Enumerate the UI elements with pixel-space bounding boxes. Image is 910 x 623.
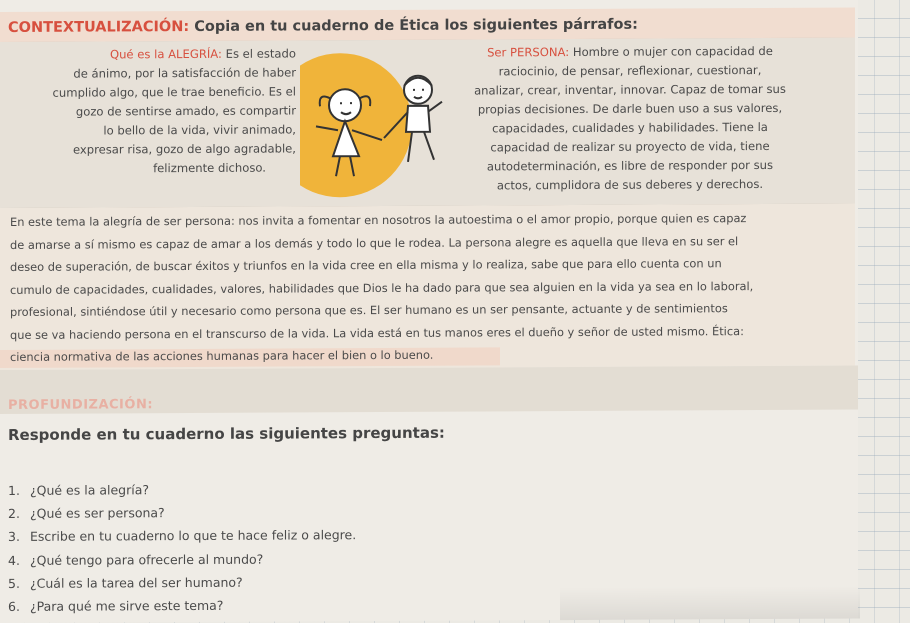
section-instruction: Copia en tu cuaderno de Ética los siguientes párrafos: xyxy=(194,16,638,35)
body-line: de amarse a sí mismo es capaz de amar a los demás y todo lo que le rodea. La persona alegre es aquella que lleva en su ser el xyxy=(10,233,739,252)
question-number: 1. xyxy=(8,482,20,498)
alegria-line: de ánimo, por la satisfacción de haber xyxy=(73,65,296,81)
questions-instruction: Responde en tu cuaderno las siguientes preguntas: xyxy=(8,423,445,444)
persona-line: raciocinio, de pensar, reflexionar, cuestionar, xyxy=(498,63,762,79)
persona-line: analizar, crear, inventar, innovar. Capaz de tomar sus xyxy=(474,81,786,98)
question-text: ¿Qué es la alegría? xyxy=(30,482,150,498)
body-paragraph xyxy=(10,207,850,369)
alegria-definition xyxy=(0,44,296,179)
question-number: 6. xyxy=(8,598,20,614)
question-list xyxy=(8,477,356,618)
alegria-line: felizmente dichoso. xyxy=(153,160,266,176)
persona-term: Ser PERSONA: xyxy=(487,45,570,60)
alegria-line: cumplido algo, que le trae beneficio. Es el xyxy=(52,84,296,100)
question-text: ¿Cuál es la tarea del ser humano? xyxy=(30,574,243,591)
question-number: 4. xyxy=(8,552,20,568)
page-shadow xyxy=(560,585,860,620)
body-line: deseo de superación, de buscar éxitos y triunfos en la vida cree en ella misma y lo realiza, sabe que para ello cuenta con un xyxy=(10,256,722,274)
persona-line: propias decisiones. De darle buen uso a sus valores, xyxy=(477,100,783,117)
question-item xyxy=(8,524,356,549)
section-label: CONTEXTUALIZACIÓN: xyxy=(8,19,190,36)
persona-definition xyxy=(470,42,790,196)
persona-line: capacidades, cualidades y habilidades. Tiene la xyxy=(492,119,768,136)
question-text: ¿Qué tengo para ofrecerle al mundo? xyxy=(30,551,264,568)
question-text: ¿Para qué me sirve este tema? xyxy=(30,597,224,614)
question-item xyxy=(8,570,356,595)
body-line: cumulo de capacidades, cualidades, valores, habilidades que Dios le ha dado para que sea alguien en la vida ya sea en lo laboral, xyxy=(10,278,754,297)
question-item xyxy=(8,593,356,618)
alegria-line: expresar risa, gozo de algo agradable, xyxy=(72,141,296,157)
body-line: que se va haciendo persona en el transcurso de la vida. La vida está en tus manos eres el dueño y señor de usted mismo. Ética: xyxy=(10,323,744,342)
question-number: 5. xyxy=(8,575,20,591)
children-illustration xyxy=(300,50,465,201)
persona-line: capacidad de realizar su proyecto de vida, tiene xyxy=(490,138,770,155)
body-line: En este tema la alegría de ser persona: nos invita a fomentar en nosotros la autoestima o el amor propio, porque quien es capaz xyxy=(10,211,747,229)
body-line: profesional, sintiéndose útil y necesario como persona que es. El ser humano es un ser pensante, actuante y de sentimientos xyxy=(10,301,728,319)
question-item xyxy=(8,547,356,572)
question-text: ¿Qué es ser persona? xyxy=(30,505,165,522)
profundizacion-title: PROFUNDIZACIÓN: xyxy=(8,397,154,413)
alegria-line: gozo de sentirse amado, es compartir xyxy=(75,103,296,119)
question-number: 2. xyxy=(8,506,20,522)
persona-line: Hombre o mujer con capacidad de xyxy=(572,43,773,60)
question-number: 3. xyxy=(8,529,20,545)
alegria-line: lo bello de la vida, vivir animado, xyxy=(103,122,296,138)
body-line: ciencia normativa de las acciones humanas para hacer el bien o lo bueno. xyxy=(10,347,434,364)
question-item xyxy=(8,477,356,502)
persona-line: actos, cumplidora de sus deberes y derechos. xyxy=(496,177,764,193)
question-item xyxy=(8,500,356,525)
alegria-line: Es el estado xyxy=(225,46,296,61)
alegria-term: Qué es la ALEGRÍA: xyxy=(109,46,222,62)
persona-line: autodeterminación, es libre de responder por sus xyxy=(486,157,774,174)
question-text: Escribe en tu cuaderno lo que te hace feliz o alegre. xyxy=(30,527,357,545)
